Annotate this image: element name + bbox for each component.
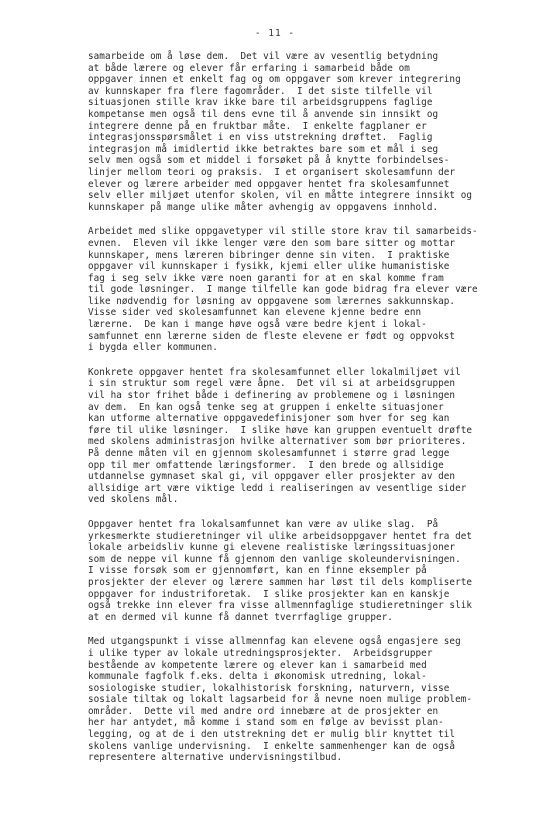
text-line: situasjonen stille krav ikke bare til arbeidsgruppens faglige: [88, 97, 433, 109]
text-line: at både lærere og elever får erfaring i samarbeid både om: [88, 62, 410, 74]
body-text: [88, 51, 504, 764]
paragraph: [88, 519, 504, 623]
text-line: lærerne. De kan i mange høve også være bedre kjent i lokal-: [88, 319, 427, 331]
text-line: føre til ulike løsninger. I slike høve kan gruppen eventuelt drøfte: [88, 424, 473, 436]
text-line: i ulike typer av lokale utredningsprosjekter. Arbeidsgrupper: [88, 647, 433, 659]
text-line: samfunnet enn lærerne siden de fleste elevene er født og oppvokst: [88, 330, 456, 342]
page-number: - 11 -: [254, 28, 296, 39]
paragraph: [88, 51, 504, 213]
text-line: oppgaver innen et enkelt fag og om oppgaver som krever integrering: [88, 74, 461, 86]
text-line: legging, og at de i den utstrekning det er mulig blir knyttet til: [88, 729, 456, 741]
text-line: kunnskaper på mange ulike måter avhengig av oppgavens innhold.: [88, 201, 439, 213]
text-line: allsidige art være viktige ledd i realiseringen av vesentlige sider: [88, 482, 467, 494]
text-line: her har antydet, må komme i stand som en følge av bevisst plan-: [88, 717, 444, 729]
text-line: like nødvendig for løsning av oppgavene som lærernes sakkunnskap.: [88, 295, 456, 307]
text-line: som de neppe vil kunne få gjennom den vanlige skoleundervisningen.: [88, 553, 461, 565]
text-line: På denne måten vil en gjennom skolesamfunnet i større grad legge: [88, 448, 450, 459]
text-line: linjer mellom teori og praksis. I et organisert skolesamfunn der: [88, 166, 456, 178]
text-line: oppgaver vil kunnskaper i fysikk, kjemi eller ulike humanistiske: [88, 261, 450, 273]
text-line: av dem. En kan også tenke seg at gruppen i enkelte situasjoner: [88, 401, 444, 413]
text-line: sosiologiske studier, lokalhistorisk forskning, naturvern, visse: [88, 682, 450, 694]
paragraph: [88, 636, 504, 764]
text-line: skolens vanlige undervisning. I enkelte sammenhenger kan de også: [88, 740, 456, 752]
text-line: fag i seg selv ikke være noen garanti for at en skal komme fram: [88, 272, 444, 284]
text-line: representere alternative undervisningstilbud.: [88, 752, 343, 764]
text-line: yrkesmerkte studieretninger vil ulike arbeidsoppgaver hentet fra det: [88, 530, 473, 542]
paragraph: [88, 226, 504, 354]
text-line: integrasjon må imidlertid ikke betraktes bare som et mål i seg: [88, 143, 439, 155]
text-line: utdannelse gymnaset skal gi, vil oppgaver eller prosjekter av den: [88, 471, 456, 483]
text-line: områder. Dette vil med andre ord innebære at de prosjekter en: [88, 705, 439, 717]
text-line: Med utgangspunkt i visse allmennfag kan elevene også engasjere seg: [88, 636, 461, 648]
paragraph: [88, 367, 504, 506]
text-line: bestående av kompetente lærere og elever kan i samarbeid med: [88, 659, 427, 671]
text-line: ved skolens mål.: [88, 494, 179, 506]
text-line: integrere denne på en fruktbar måte. I enkelte fagplaner er: [88, 120, 427, 132]
text-line: lokale arbeidsliv kunne gi elevene realistiske læringssituasjoner: [88, 542, 456, 554]
text-line: av kunnskaper fra flere fagområder. I det siste tilfelle vil: [88, 85, 433, 97]
text-line: opp til mer omfattende læringsformer. I den brede og allsidige: [88, 459, 444, 471]
text-line: også trekke inn elever fra visse allmennfaglige studieretninger slik: [88, 600, 473, 612]
text-line: sosiale tiltak og lokalt lagsarbeid for å nevne noen mulige problem-: [88, 694, 473, 706]
text-line: til gode løsninger. I mange tilfelle kan gode bidrag fra elever være: [88, 284, 478, 296]
text-line: med skolens administrasjon hvilke alternativer som bør prioriteres.: [88, 436, 467, 448]
text-line: oppgaver for industriforetak. I slike prosjekter kan en kanskje: [88, 588, 450, 600]
text-line: selv eller miljøet utenfor skolen, vil en måtte integrere innsikt og: [88, 190, 473, 202]
text-line: at en dermed vil kunne få dannet tverrfaglige grupper.: [88, 611, 393, 623]
text-line: Konkrete oppgaver hentet fra skolesamfunnet eller lokalmiljøet vil: [88, 366, 461, 378]
text-line: i sin struktur som regel være åpne. Det vil si at arbeidsgruppen: [88, 378, 456, 390]
text-line: samarbeide om å løse dem. Det vil være av vesentlig betydning: [88, 51, 439, 62]
text-line: Visse sider ved skolesamfunnet kan elevene kjenne bedre enn: [88, 307, 422, 319]
text-line: integrasjonsspørsmålet i en viss utstrekning drøftet. Faglig: [88, 132, 433, 144]
text-line: elever og lærere arbeider med oppgaver hentet fra skolesamfunnet: [88, 178, 450, 190]
text-line: vil ha stor frihet både i definering av problemene og i løsningen: [88, 390, 456, 402]
text-line: selv men også som et middel i forsøket på å knytte forbindelses-: [88, 155, 450, 167]
text-line: evnen. Eleven vil ikke lenger være den som bare sitter og mottar: [88, 237, 456, 249]
text-line: kommunale fagfolk f.eks. delta i økonomisk utredning, lokal-: [88, 671, 427, 683]
text-line: Oppgaver hentet fra lokalsamfunnet kan være av ulike slag. På: [88, 518, 439, 530]
text-line: kunnskaper, mens læreren bibringer denne sin viten. I praktiske: [88, 249, 450, 261]
text-line: i bygda eller kommunen.: [88, 342, 218, 354]
text-line: kan utforme alternative oppgavedefinisjoner som hver for seg kan: [88, 413, 450, 425]
text-line: kompetanse men også til dens evne til å anvende sin innsikt og: [88, 108, 439, 120]
text-line: Arbeidet med slike oppgavetyper vil stille store krav til samarbeids-: [88, 226, 478, 238]
text-line: I visse forsøk som er gjennomført, kan en finne eksempler på: [88, 565, 427, 577]
text-line: prosjekter der elever og lærere sammen har løst til dels kompliserte: [88, 576, 473, 588]
